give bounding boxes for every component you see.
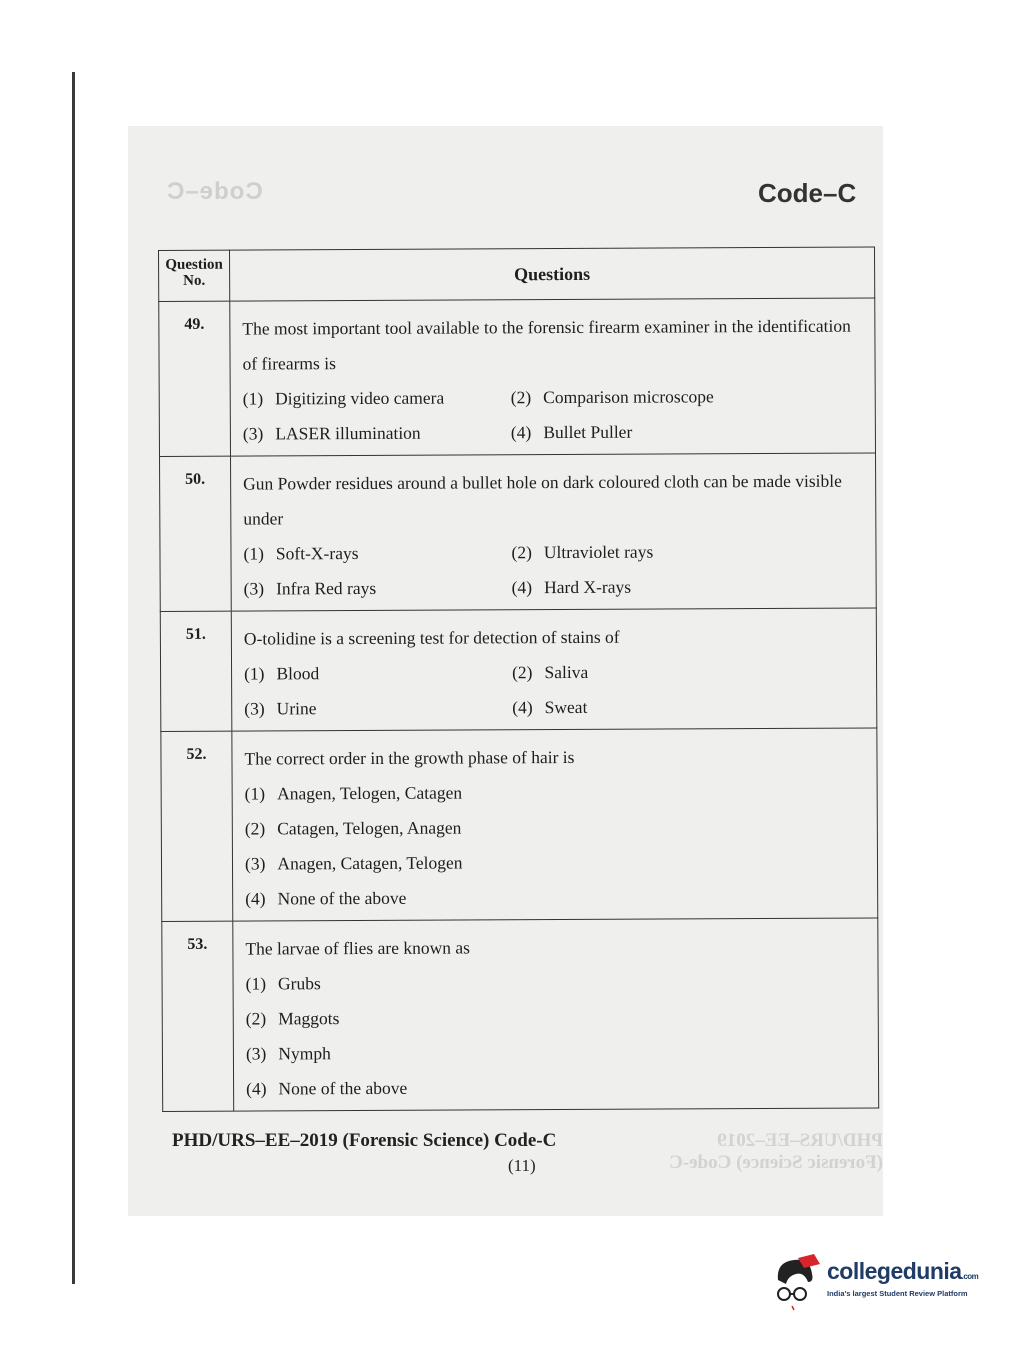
answer-option [246, 1069, 868, 1107]
option-number: (3) [242, 423, 264, 444]
question-number: 52. [161, 731, 233, 921]
question-cell [233, 918, 879, 1111]
table-header-row [159, 247, 875, 301]
question-text: The larvae of flies are known as [245, 937, 470, 959]
question-text: Gun Powder residues around a bullet hole on dark coloured cloth can be made visible under [243, 470, 842, 529]
option-number: (1) [244, 663, 265, 684]
answer-option [244, 570, 512, 606]
questions-body [159, 298, 879, 1111]
answer-option [511, 534, 865, 571]
option-text: Nymph [278, 1043, 331, 1064]
question-row [160, 453, 877, 611]
option-number: (2) [245, 1008, 267, 1029]
bleed-through-footer: PHD/URS–EE–2019 (Forensic Science) Code-C [669, 1130, 883, 1173]
question-row [161, 728, 878, 921]
option-text: Bullet Puller [543, 421, 633, 443]
option-number: (2) [244, 818, 266, 839]
paper-code-label: Code–C [758, 178, 857, 208]
option-text: Grubs [277, 973, 321, 994]
answer-option [243, 415, 511, 451]
option-number: (3) [244, 853, 266, 874]
exam-page [128, 126, 883, 1216]
option-number: (2) [511, 542, 532, 563]
answer-option [244, 655, 512, 691]
option-text: None of the above [277, 887, 407, 909]
question-row [160, 608, 877, 731]
answer-option [243, 380, 511, 416]
options-list [243, 534, 865, 607]
question-row [162, 918, 879, 1111]
answer-option [245, 844, 867, 882]
option-text: Soft-X-rays [275, 543, 359, 564]
column-header-questions: Questions [230, 247, 875, 301]
collegedunia-watermark [770, 1252, 1000, 1312]
option-text: Ultraviolet rays [543, 541, 654, 563]
option-text: Blood [276, 663, 320, 684]
bleed-through-code: Code–C [166, 178, 263, 205]
question-cell [232, 728, 878, 921]
page-number: (11) [508, 1156, 536, 1175]
question-number: 49. [159, 301, 231, 456]
options-list [243, 379, 865, 452]
option-text: None of the above [278, 1077, 408, 1099]
option-number: (4) [512, 697, 533, 718]
option-text: Catagen, Telogen, Anagen [277, 817, 462, 839]
options-list [246, 964, 869, 1107]
answer-option [244, 690, 512, 726]
answer-option [246, 964, 868, 1002]
option-number: (4) [510, 422, 532, 443]
option-number: (3) [245, 1043, 267, 1064]
question-number: 50. [160, 456, 232, 611]
options-list [244, 654, 866, 727]
answer-option [511, 414, 865, 451]
scan-edge [72, 72, 75, 1284]
answer-option [246, 999, 868, 1037]
option-number: (4) [246, 1078, 267, 1099]
question-cell [231, 453, 877, 611]
question-text: O-tolidine is a screening test for detection of stains of [243, 626, 620, 649]
option-number: (1) [245, 973, 267, 994]
answer-option [511, 379, 865, 416]
option-number: (1) [244, 783, 266, 804]
option-text: Urine [276, 698, 317, 719]
question-cell [231, 608, 877, 731]
option-text: Anagen, Telogen, Catagen [277, 782, 463, 804]
option-number: (2) [510, 387, 532, 408]
question-cell [230, 298, 876, 456]
option-number: (1) [243, 543, 264, 564]
option-text: Saliva [544, 661, 589, 683]
option-text: LASER illumination [275, 422, 421, 444]
answer-option [512, 569, 866, 606]
question-text: The correct order in the growth phase of hair is [244, 746, 575, 769]
question-number: 53. [162, 921, 234, 1111]
question-row [159, 298, 876, 456]
student-mascot-icon [770, 1252, 826, 1312]
answer-option [245, 809, 867, 847]
option-number: (1) [242, 388, 264, 409]
answer-option [512, 689, 866, 726]
questions-table [158, 246, 879, 1111]
option-text: Comparison microscope [543, 386, 714, 408]
option-text: Digitizing video camera [275, 387, 445, 409]
option-text: Anagen, Catagen, Telogen [277, 852, 463, 874]
option-text: Hard X-rays [544, 576, 632, 598]
option-number: (2) [512, 662, 533, 683]
answer-option [245, 879, 867, 917]
option-number: (4) [245, 888, 266, 909]
answer-option [246, 1034, 868, 1072]
option-text: Infra Red rays [276, 577, 377, 599]
option-number: (3) [244, 698, 265, 719]
answer-option [512, 654, 866, 691]
answer-option [243, 535, 511, 571]
option-text: Sweat [544, 696, 588, 718]
options-list [245, 774, 868, 917]
option-text: Maggots [278, 1008, 340, 1029]
option-number: (4) [511, 577, 533, 598]
question-number: 51. [160, 611, 232, 731]
brand-tagline: India's largest Student Review Platform [827, 1289, 968, 1298]
answer-option [245, 774, 867, 812]
exam-footer: PHD/URS–EE–2019 (Forensic Science) Code-C [172, 1130, 557, 1151]
column-header-question-no: Question No. [159, 250, 230, 301]
brand-domain: .com [961, 1272, 979, 1281]
question-text: The most important tool available to the forensic firearm examiner in the identification of firearms is [242, 315, 851, 374]
option-number: (3) [243, 578, 265, 599]
brand-name: collegedunia.com [827, 1258, 979, 1284]
